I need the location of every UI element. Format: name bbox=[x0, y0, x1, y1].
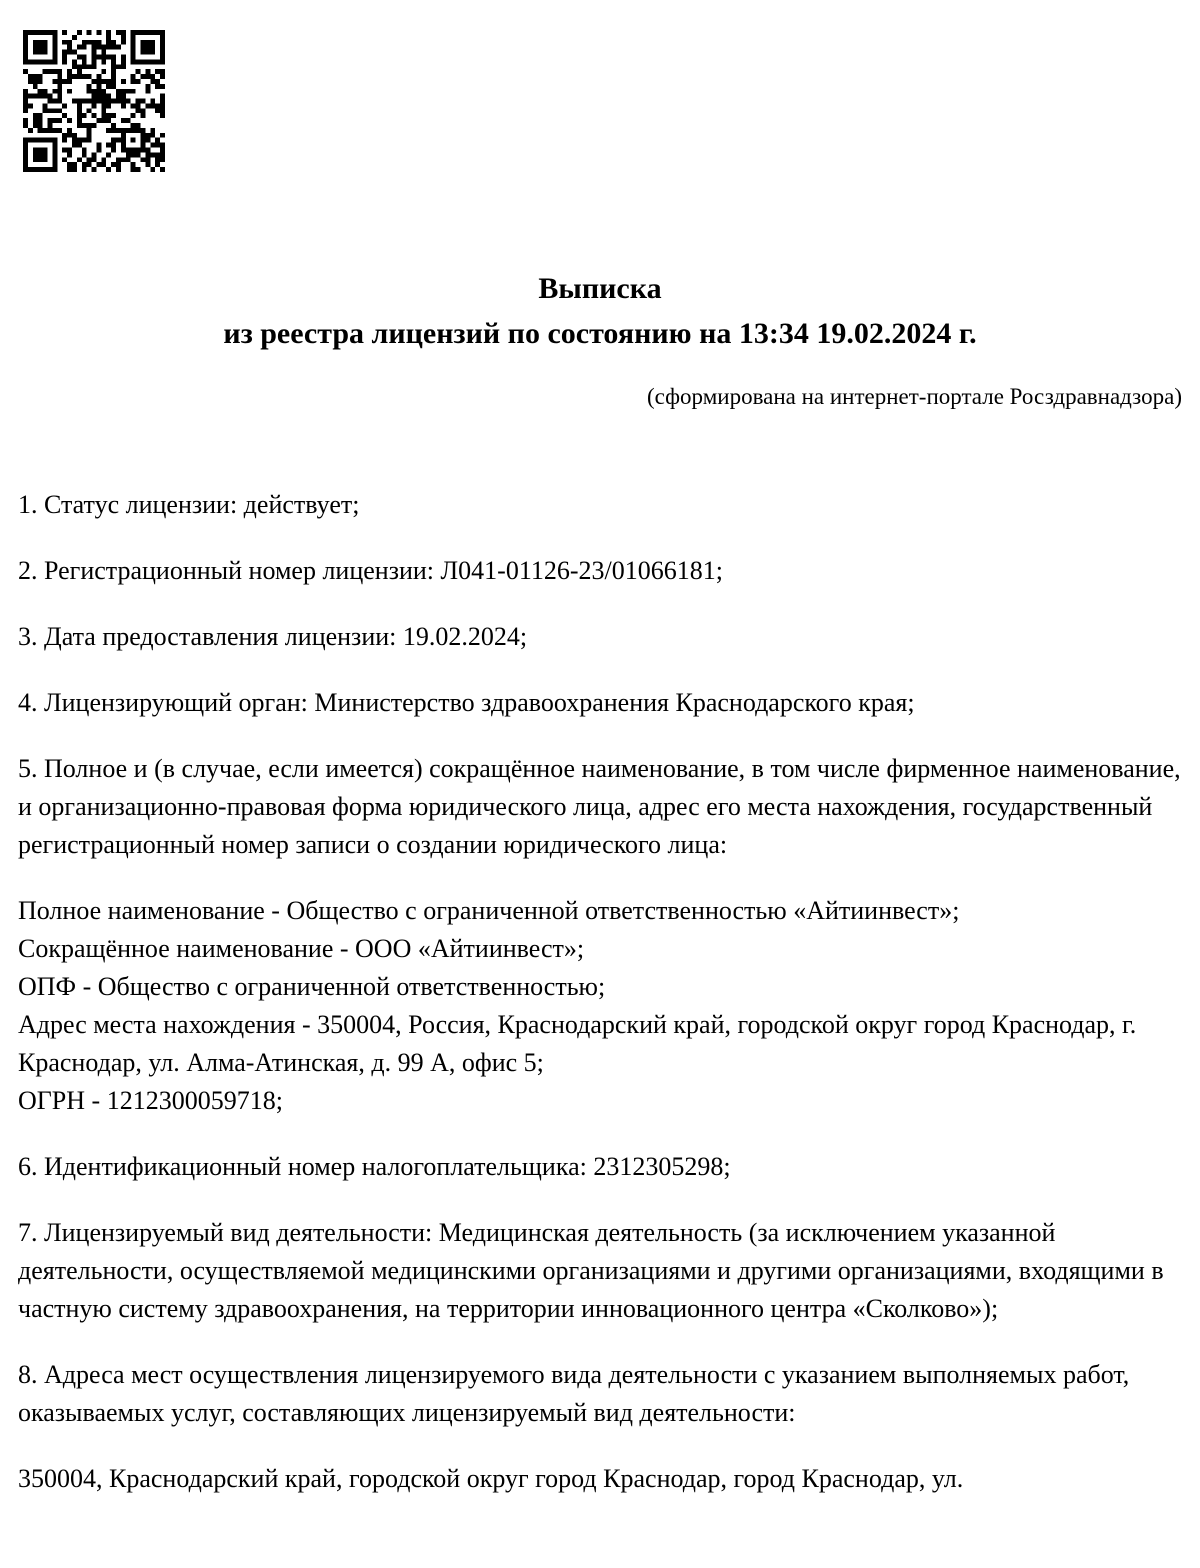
document-title-line2: из реестра лицензий по состоянию на 13:34 19.02.2024 г. bbox=[223, 317, 977, 350]
entity-address: Адрес места нахождения - 350004, Россия, Краснодарский край, городской округ город Краснодар, г. Краснодар, ул. Алма-Атинская, д. 99 А, офис 5; bbox=[18, 1010, 1137, 1077]
paragraph-addresses-heading: 8. Адреса мест осуществления лицензируемого вида деятельности с указанием выполняемых работ, оказываемых услуг, составляющих лицензируемый вид деятельности: bbox=[18, 1360, 1130, 1427]
paragraph-inn: 6. Идентификационный номер налогоплательщика: 2312305298; bbox=[18, 1152, 731, 1181]
entity-details-block bbox=[18, 892, 1182, 1120]
paragraph-licensing-authority: 4. Лицензирующий орган: Министерство здравоохранения Краснодарского края; bbox=[18, 688, 915, 717]
paragraph-entity-heading: 5. Полное и (в случае, если имеется) сокращённое наименование, в том числе фирменное наименование, и организационно-правовая форма юридического лица, адрес его места нахождения, государственный регистрационный номер записи о создании юридического лица: bbox=[18, 754, 1181, 859]
document-title bbox=[18, 266, 1182, 356]
document-body bbox=[18, 486, 1182, 1498]
entity-ogrn: ОГРН - 1212300059718; bbox=[18, 1086, 283, 1115]
paragraph-grant-date: 3. Дата предоставления лицензии: 19.02.2024; bbox=[18, 622, 528, 651]
paragraph-license-status: 1. Статус лицензии: действует; bbox=[18, 490, 360, 519]
paragraph-activity-type: 7. Лицензируемый вид деятельности: Медицинская деятельность (за исключением указанной деятельности, осуществляемой медицинскими организациями и другими организациями, входящими в частную систему здравоохранения, на территории инновационного центра «Сколково»); bbox=[18, 1218, 1164, 1323]
document-subtitle: (сформирована на интернет-портале Росздравнадзора) bbox=[647, 384, 1182, 409]
paragraph-activity-address: 350004, Краснодарский край, городской округ город Краснодар, город Краснодар, ул. bbox=[18, 1464, 964, 1493]
document-title-line1: Выписка bbox=[538, 272, 662, 305]
qr-code-icon bbox=[23, 30, 165, 172]
entity-short-name: Сокращённое наименование - ООО «Айтиинвест»; bbox=[18, 934, 585, 963]
entity-legal-form: ОПФ - Общество с ограниченной ответственностью; bbox=[18, 972, 606, 1001]
paragraph-registration-number: 2. Регистрационный номер лицензии: Л041-01126-23/01066181; bbox=[18, 556, 723, 585]
entity-full-name: Полное наименование - Общество с ограниченной ответственностью «Айтиинвест»; bbox=[18, 896, 960, 925]
